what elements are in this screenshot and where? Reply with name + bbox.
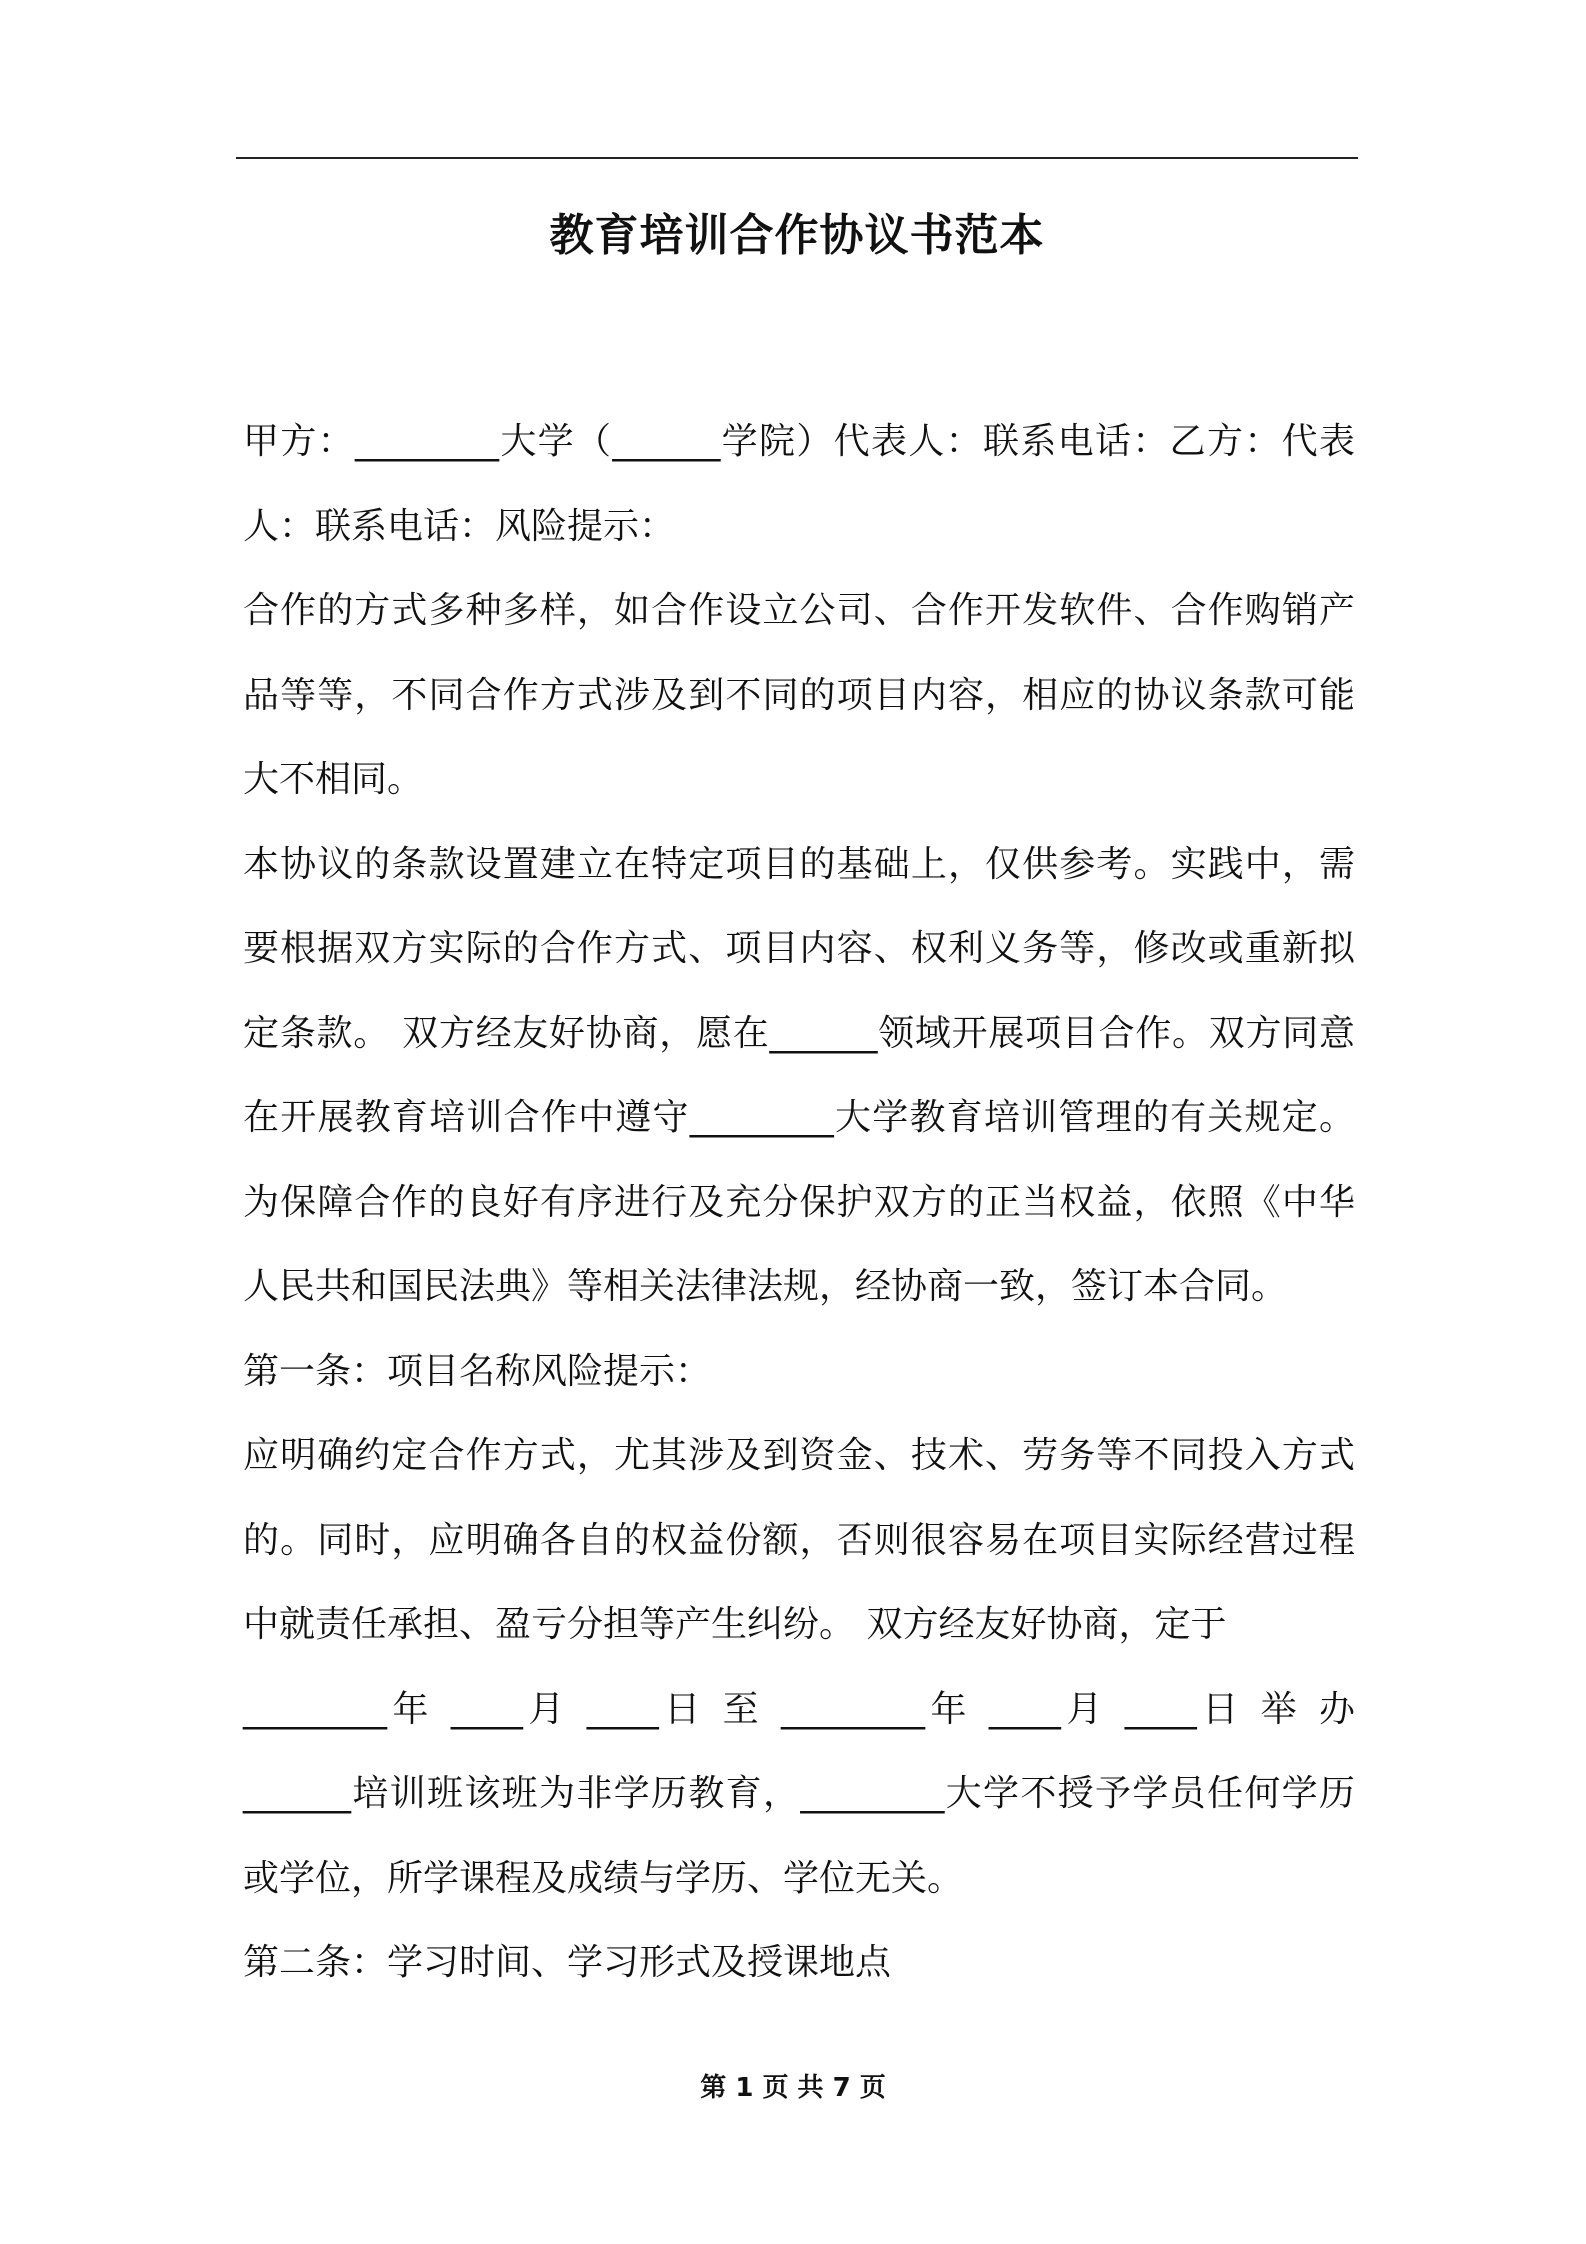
paragraph-article-1-note: 应明确约定合作方式，尤其涉及到资金、技术、劳务等不同投入方式的。同时，应明确各自的权益份额，否则很容易在项目实际经营过程中就责任承担、盈亏分担等产生纠纷。 双方经友好协商，定于 (243, 1435, 1355, 1645)
article-2-heading: 第二条：学习时间、学习形式及授课地点 (243, 1942, 892, 1983)
paragraph-preamble: 本协议的条款设置建立在特定项目的基础上，仅供参考。实践中，需要根据双方实际的合作方式、项目内容、权利义务等，修改或重新拟定条款。 双方经友好协商，愿在______领域开展项目合作。双方同意在开展教育培训合作中遵守________大学教育培训管理的有关规定。为保障合作的良好有序进行及充分保护双方的正当权益，依照《中华人民共和国民法典》等相关法律法规，经协商一致，签订本合同。 (243, 843, 1355, 1307)
header-rule (236, 157, 1358, 159)
paragraph-training-class: ______培训班该班为非学历教育，________大学不授予学员任何学历或学位，所学课程及成绩与学历、学位无关。 (243, 1773, 1355, 1899)
document-title: 教育培训合作协议书范本 (549, 210, 1045, 261)
document-body (243, 400, 1355, 2006)
paragraph-risk-note: 合作的方式多种多样，如合作设立公司、合作开发软件、合作购销产品等等，不同合作方式涉及到不同的项目内容，相应的协议条款可能大不相同。 (243, 590, 1355, 800)
page-number: 第 1 页 共 7 页 (700, 2073, 886, 2103)
article-1-heading: 第一条：项目名称风险提示： (243, 1350, 712, 1392)
paragraph-date-range: ________年 ____月 ____日 至 ________年 ____月 ____日 举 办 (243, 1688, 1356, 1730)
paragraph-parties: 甲方：________大学（______学院）代表人：联系电话：乙方：代表人：联系电话：风险提示： (243, 421, 1355, 547)
